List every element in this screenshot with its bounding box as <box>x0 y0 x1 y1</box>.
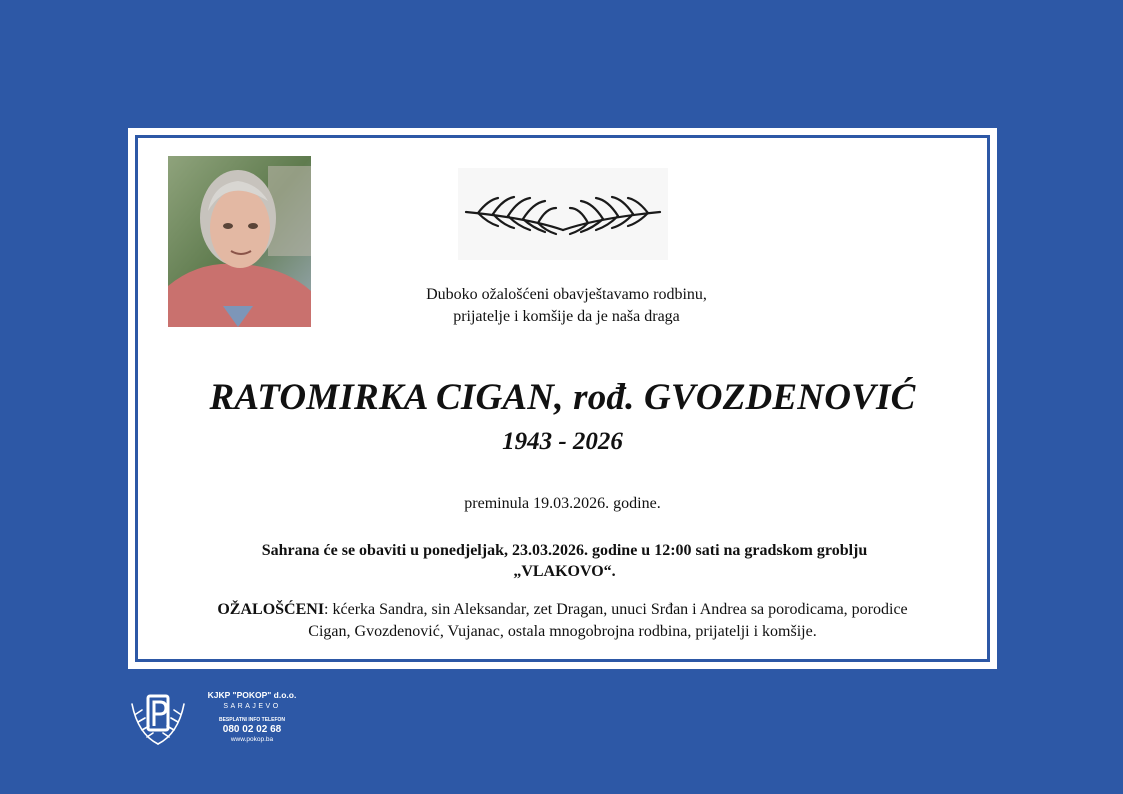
funeral-line-1: Sahrana će se obaviti u ponedjeljak, 23.03.2026. godine u 12:00 sati na gradskom groblju <box>261 542 868 559</box>
company-name: KJKP "POKOP" d.o.o. <box>207 690 297 700</box>
mourners-line-1 <box>128 599 997 621</box>
mourners-line-2: Cigan, Gvozdenović, Vujanac, ostala mnogobrojna rodbina, prijatelji i komšije. <box>308 623 817 640</box>
date-of-death: preminula 19.03.2026. godine. <box>464 495 661 512</box>
company-city: SARAJEVO <box>223 703 281 710</box>
info-phone-number: 080 02 02 68 <box>222 724 282 735</box>
life-years: 1943 - 2026 <box>502 428 623 455</box>
funeral-line-2: „VLAKOVO“. <box>513 563 616 580</box>
deceased-name: RATOMIRKA CIGAN, rođ. GVOZDENOVIĆ <box>209 377 916 418</box>
intro-line-2: prijatelje i komšije da je naša draga <box>453 308 680 325</box>
intro-line-1: Duboko ožalošćeni obavještavamo rodbinu, <box>426 286 707 303</box>
obituary-card <box>128 128 997 669</box>
pokop-emblem-icon <box>128 690 188 750</box>
pokop-logo <box>128 690 308 750</box>
mourners-text-1: : kćerka Sandra, sin Aleksandar, zet Dragan, unuci Srđan i Andrea sa porodicama, porodice <box>324 601 908 618</box>
mourners-label: OŽALOŠĆENI <box>217 601 325 618</box>
funeral-info <box>128 540 997 582</box>
mourners-list <box>128 599 997 643</box>
palm-branch-ornament <box>458 168 668 260</box>
info-phone-label: BESPLATNI INFO TELEFON <box>218 717 286 723</box>
company-website: www.pokop.ba <box>230 736 274 743</box>
pokop-logo-text <box>192 690 312 744</box>
intro-text <box>128 284 997 328</box>
